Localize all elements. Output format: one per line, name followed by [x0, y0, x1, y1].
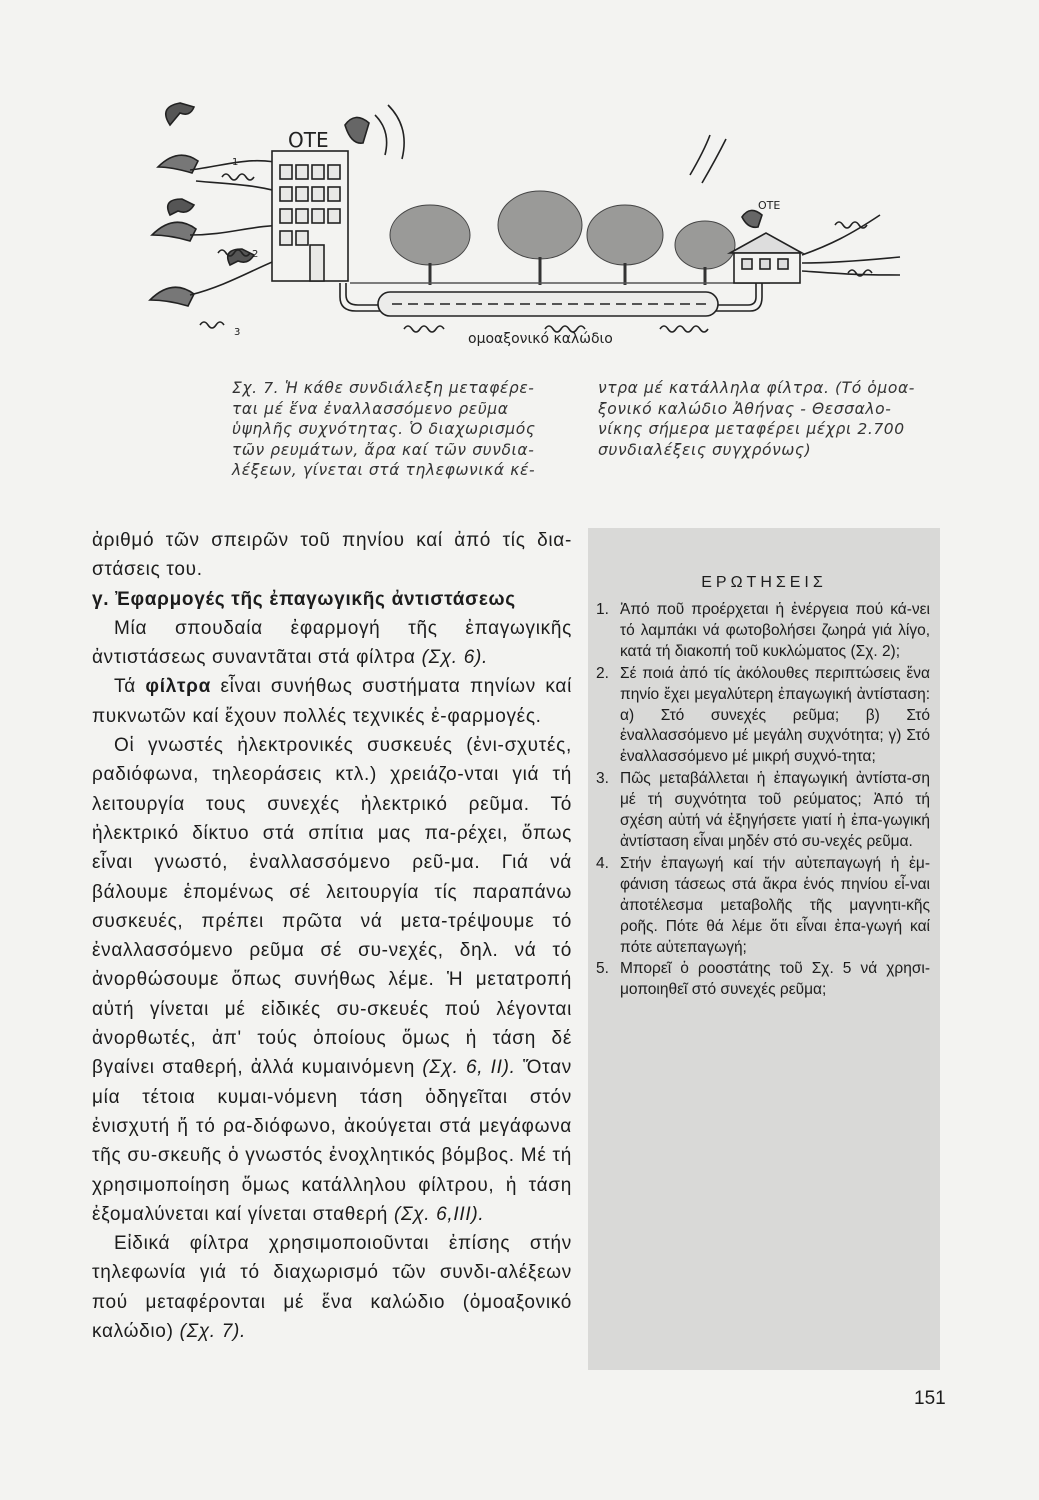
body-paragraph	[92, 1229, 572, 1346]
channel-number: 1	[232, 157, 239, 168]
bold-term: φίλτρα	[145, 676, 211, 698]
channel-number: 2	[252, 249, 259, 260]
question-number: 3.	[596, 770, 609, 788]
figure-reference: (Σχ. 6,ΙΙΙ).	[394, 1203, 485, 1225]
questions-title: ΕΡΩΤΗΣΕΙΣ	[701, 574, 827, 591]
question-text: Σέ ποιά ἀπό τίς ἀκόλουθες περιπτώσεις ἕνα πηνίο ἔχει μεγαλύτερη ἐπαγωγική ἀντίσταση: α) Στό συνεχές ρεῦμα; β) Στό ἐναλλασσόμενο μέ μεγάλη συχνότητα; γ) Στό ἐναλλασσόμενο μέ μικρή συχνό-τητα;	[620, 664, 930, 766]
question-item	[596, 854, 930, 959]
paragraph-text: Εἰδικά φίλτρα χρησιμοποιοῦνται ἐπίσης στήν τηλεφωνία γιά τό διαχωρισμό τῶν συνδι-αλέξεων πού μεταφέρονται μέ ἕνα καλώδιο (ὁμοαξονικό καλώδιο)	[92, 1233, 572, 1343]
paragraph-text: εἶναι συνήθως συστήματα πηνίων καί πυκνωτῶν καί ἔχουν πολλές τεχνικές ἐ-φαρμογές.	[92, 676, 572, 727]
caption-line: Σχ. 7. Ἡ κάθε συνδιάλεξη μεταφέρε-	[232, 379, 535, 397]
cable-label: ομοαξονικό καλώδιο	[468, 331, 613, 347]
questions-box	[588, 528, 940, 1370]
question-number: 4.	[596, 854, 609, 872]
body-paragraph: ἀριθμό τῶν σπειρῶν τοῦ πηνίου καί ἀπό τίς δια-στάσεις του.	[92, 530, 572, 581]
figure-reference: (Σχ. 7).	[179, 1321, 247, 1343]
ote-small-label: ΟΤΕ	[758, 199, 781, 212]
caption-line: ὑψηλῆς συχνότητας. Ὁ διαχωρισμός	[232, 420, 536, 438]
caption-line: ντρα μέ κατάλληλα φίλτρα. (Τό ὁμοα-	[598, 379, 915, 397]
caption-line: λέξεων, γίνεται στά τηλεφωνικά κέ-	[232, 461, 536, 479]
question-text: Πῶς μεταβάλλεται ἡ ἐπαγωγική ἀντίστα-ση μέ τή συχνότητα τοῦ ρεύματος; Ἀπό τή σχέση αὐτή νά ἐξηγήσετε γιατί ἡ ἐπα-γωγική ἀντίσταση εἶναι μηδέν στό συ-νεχές ρεῦμα.	[620, 770, 930, 850]
caption-line: ξονικό καλώδιο Ἀθήνας - Θεσσαλο-	[598, 399, 892, 418]
paragraph-text: Οἱ γνωστές ἠλεκτρονικές συσκευές (ἐνι-σχυτές, ραδιόφωνα, τηλεοράσεις κτλ.) χρειάζο-νται γιά τή λειτουργία τους συνεχές ἠλεκτρικό ρεῦμα. Τό ἠλεκτρικό δίκτυο στά σπίτια μας πα-ρέχει, ὅπως εἶναι γνωστό, ἐναλλασσόμενο ρεῦ-μα. Γιά νά βάλουμε ἑπομένως σέ λειτουργία τίς παραπάνω συσκευές, πρέπει πρῶτα νά μετα-τρέψουμε τό ἐναλλασσόμενο ρεῦμα σέ συ-νεχές, δηλ. νά τό ἀνορθώσουμε ὅπως συνήθως λέμε. Ἡ μετατροπή αὐτή γίνεται μέ εἰδικές συ-σκευές πού λέγονται ἀνορθωτές, ἀπ' τούς ὁποίους ὅμως ἡ τάση δέ βγαίνει σταθερή, ἀλλά κυμαινόμενη	[92, 735, 572, 1079]
question-item	[596, 769, 930, 853]
figure-caption-right	[598, 378, 918, 460]
questions-list	[596, 600, 930, 1002]
question-text: Στήν ἐπαγωγή καί τήν αὐτεπαγωγή ἡ ἐμ-φάνιση τάσεως στά ἄκρα ἑνός πηνίου εἶ-ναι ἀποτέλεσμα μεταβολῆς τῆς μαγνητι-κῆς ροῆς. Πότε θά λέμε ὅτι εἶναι ἐπα-γωγή καί πότε αὐτεπαγωγή;	[620, 854, 930, 956]
body-paragraph	[92, 614, 572, 673]
paragraph-text: Ὅταν μία τέτοια κυμαι-νόμενη τάση ὁδηγεῖται στόν ἐνισχυτή ἤ τό ρα-διόφωνο, ἀκούγεται στά μεγάφωνα τῆς συ-σκευῆς ὁ γνωστός ἐνοχλητικός βόμβος. Μέ τή χρησιμοποίηση ὅμως κατάλληλου φίλτρου, ἡ τάση ἐξομαλύνεται καί γίνεται σταθερή	[92, 1057, 572, 1225]
figure-7-illustration	[130, 85, 930, 385]
tree-icon	[390, 191, 735, 269]
question-number: 5.	[596, 960, 609, 978]
body-paragraph	[92, 731, 572, 1229]
figure-reference: (Σχ. 6, ΙΙ).	[422, 1057, 516, 1079]
caption-line: συνδιαλέξεις συγχρόνως)	[598, 440, 812, 459]
ote-building-label: ΟΤΕ	[288, 128, 329, 152]
main-text-column	[92, 526, 572, 1346]
caption-line: νίκης σήμερα μεταφέρει μέχρι 2.700	[598, 420, 905, 438]
channel-number: 3	[234, 327, 241, 338]
question-number: 2.	[596, 664, 609, 682]
question-text: Μπορεῖ ὁ ροοστάτης τοῦ Σχ. 5 νά χρησι-μοποιηθεῖ στό συνεχές ρεῦμα;	[620, 960, 930, 999]
caption-line: ται μέ ἕνα ἐναλλασσόμενο ρεῦμα	[232, 399, 509, 418]
question-item	[596, 959, 930, 1001]
caption-line: τῶν ρευμάτων, ἄρα καί τῶν συνδια-	[232, 440, 535, 459]
body-paragraph	[92, 672, 572, 731]
telephone-icon	[152, 199, 196, 241]
paragraph-text: Μία σπουδαία ἐφαρμογή τῆς ἐπαγωγικῆς ἀντιστάσεως συναντᾶται στά φίλτρα	[92, 617, 572, 669]
antenna-icon	[742, 210, 762, 227]
figure-reference: (Σχ. 6).	[421, 647, 489, 669]
page-number: 151	[914, 1388, 946, 1409]
question-item	[596, 600, 930, 663]
telephone-icon	[158, 103, 198, 173]
antenna-icon	[345, 117, 369, 143]
paragraph-text: Τά	[114, 676, 146, 698]
question-number: 1.	[596, 601, 609, 618]
figure-caption-left	[232, 378, 577, 481]
question-item	[596, 664, 930, 769]
question-text: Ἀπό ποῦ προέρχεται ἡ ἐνέργεια πού κά-νει τό λαμπάκι νά φωτοβολήσει ζωηρά γιά λίγο, κατά τή διακοπή τοῦ κυκλώματος (Σχ. 2);	[620, 601, 930, 660]
section-heading: γ. Ἐφαρμογές τῆς ἐπαγωγικῆς ἀντιστάσεως	[92, 588, 516, 610]
